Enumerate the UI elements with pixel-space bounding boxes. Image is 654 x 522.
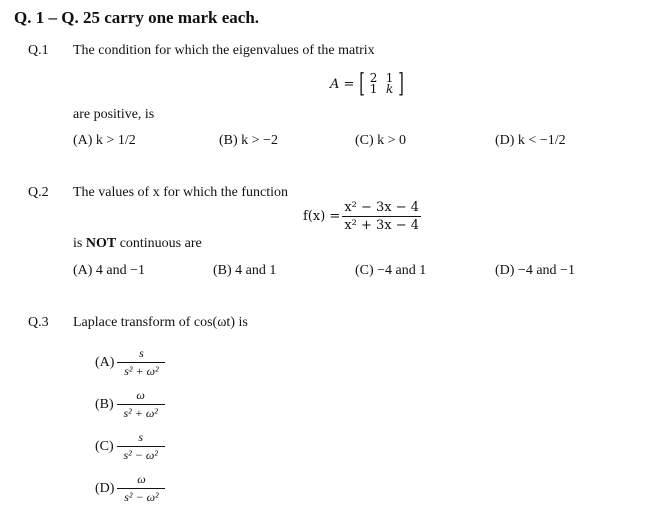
continuation-bold: NOT bbox=[85, 236, 117, 251]
matrix-label: A = bbox=[330, 76, 355, 92]
question-3-option-b[interactable] bbox=[95, 388, 165, 421]
matrix-entry: k bbox=[385, 82, 394, 96]
option-label: (D) bbox=[95, 480, 115, 496]
option-numerator: s bbox=[138, 430, 143, 444]
option-label: (C) bbox=[95, 438, 114, 454]
option-label: (A) bbox=[95, 354, 115, 370]
question-2-option-a[interactable]: (A) 4 and −1 bbox=[73, 263, 146, 278]
option-numerator: s bbox=[139, 346, 144, 360]
question-2-function bbox=[303, 200, 421, 233]
function-numerator: x² − 3x − 4 bbox=[344, 200, 420, 215]
question-3-option-d[interactable] bbox=[95, 472, 165, 505]
question-2-continuation bbox=[73, 236, 202, 252]
continuation-suffix: continuous are bbox=[119, 236, 202, 251]
question-1-option-c[interactable]: (C) k > 0 bbox=[355, 133, 407, 148]
option-label: (B) bbox=[95, 396, 114, 412]
function-fraction bbox=[342, 200, 421, 233]
question-3-option-a[interactable] bbox=[95, 346, 165, 379]
option-denominator: s² + ω² bbox=[117, 404, 165, 421]
continuation-prefix: is bbox=[73, 236, 83, 251]
option-denominator: s² − ω² bbox=[117, 446, 165, 463]
question-1-text: The condition for which the eigenvalues of the matrix bbox=[73, 43, 375, 58]
question-3-option-c[interactable] bbox=[95, 430, 165, 463]
matrix-entry: 1 bbox=[385, 71, 394, 85]
question-1-matrix bbox=[330, 69, 406, 99]
question-1-continuation: are positive, is bbox=[73, 107, 155, 122]
question-2-number: Q.2 bbox=[28, 185, 49, 200]
question-1-number: Q.1 bbox=[28, 43, 49, 58]
question-3-text: Laplace transform of cos(ωt) is bbox=[73, 315, 248, 330]
matrix-entry: 2 bbox=[369, 71, 378, 85]
question-1-option-d[interactable]: (D) k < −1/2 bbox=[495, 133, 566, 148]
function-denominator: x² + 3x − 4 bbox=[344, 218, 420, 233]
function-label: f(x) = bbox=[303, 209, 341, 224]
left-bracket: [ bbox=[359, 69, 366, 99]
matrix-entry: 1 bbox=[369, 82, 378, 96]
question-2-option-c[interactable]: (C) −4 and 1 bbox=[355, 263, 427, 278]
option-numerator: ω bbox=[136, 388, 145, 402]
question-2-text: The values of x for which the function bbox=[73, 185, 288, 200]
right-bracket: ] bbox=[397, 69, 404, 99]
question-1-option-a[interactable]: (A) k > 1/2 bbox=[73, 133, 136, 148]
question-2-option-d[interactable]: (D) −4 and −1 bbox=[495, 263, 575, 278]
section-heading: Q. 1 – Q. 25 carry one mark each. bbox=[14, 8, 260, 27]
option-denominator: s² + ω² bbox=[117, 362, 165, 379]
question-2-option-b[interactable]: (B) 4 and 1 bbox=[213, 263, 277, 278]
question-1-option-b[interactable]: (B) k > −2 bbox=[219, 133, 278, 148]
option-numerator: ω bbox=[137, 472, 146, 486]
question-3-number: Q.3 bbox=[28, 315, 49, 330]
option-denominator: s² − ω² bbox=[117, 488, 165, 505]
